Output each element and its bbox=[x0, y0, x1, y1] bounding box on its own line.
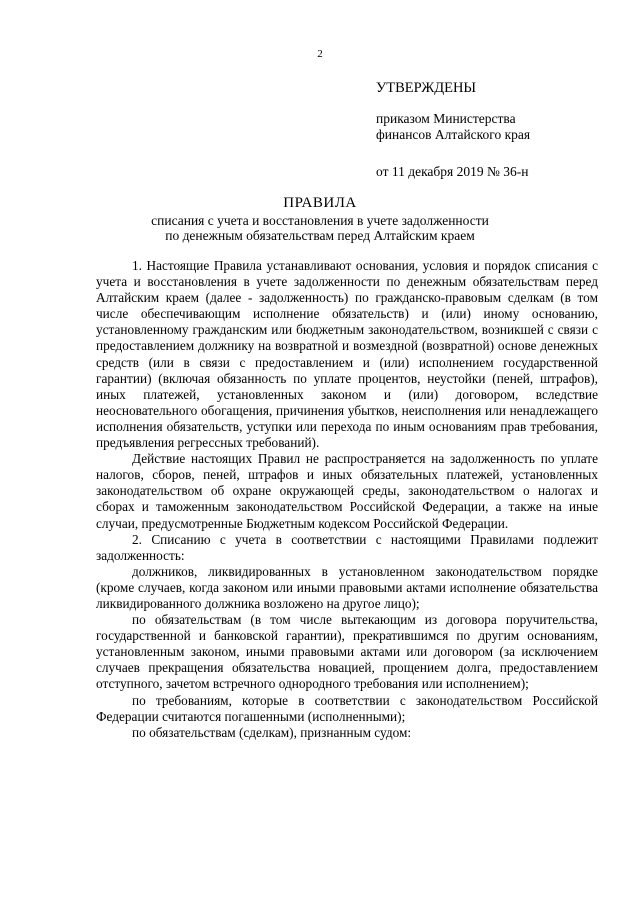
paragraph-1: 1. Настоящие Правила устанавливают основания, условия и порядок списания с учета и восстановления в учете задолженности по денежным обязательствам перед Алтайским краем (далее - задолженность) по гражданско-правовым сделкам (в том числе обеспечивающим исполнение обязательств) и (или) иному основанию, установленному гражданским или бюджетным законодательством, возникшей с связи с предоставлением должнику на возвратной и возмездной (возвратной) основе денежных средств (или в связи с предоставлением и (или) исполнением государственной гарантии) (включая обязанность по уплате процентов, неустойки (пеней, штрафов), иных платежей, установленных законом и (или) договором, вследствие неосновательного обогащения, причинения убытков, неисполнения или ненадлежащего исполнения обязательств, уступки или перехода по иным основаниям прав требования, предъявления регрессных требований). bbox=[96, 258, 598, 451]
approved-title: УТВЕРЖДЕНЫ bbox=[376, 80, 477, 96]
paragraph-5: по обязательствам (в том числе вытекающим из договора поручительства, государственной и банковской гарантии), прекратившимся по другим основаниям, установленным законом, иными правовыми актами или договором (за исключением случаев прекращения обязательства новацией, прощением долга, предоставлением отступного, зачетом встречного однородного требования или исполнением); bbox=[96, 612, 598, 692]
page-number: 2 bbox=[317, 48, 323, 60]
paragraph-7: по обязательствам (сделкам), признанным судом: bbox=[132, 724, 412, 740]
document-body bbox=[96, 258, 598, 741]
approval-order-line: приказом Министерства bbox=[376, 111, 516, 126]
document-heading bbox=[0, 195, 640, 243]
approval-order-line: финансов Алтайского края bbox=[376, 127, 531, 142]
document-subtitle: по денежным обязательствам перед Алтайским краем bbox=[165, 228, 475, 243]
paragraph-3: 2. Списанию с учета в соответствии с настоящими Правилами подлежит задолженность: bbox=[96, 531, 598, 563]
document-subtitle: списания с учета и восстановления в учете задолженности bbox=[151, 213, 489, 228]
document-title: ПРАВИЛА bbox=[283, 195, 357, 211]
paragraph-6: по требованиям, которые в соответствии с законодательством Российской Федерации считаются погашенными (исполненными); bbox=[96, 692, 598, 724]
approval-block bbox=[376, 80, 626, 180]
paragraph-2: Действие настоящих Правил не распространяется на задолженность по уплате налогов, сборов, пеней, штрафов и иных обязательных платежей, установленных законодательством об охране окружающей среды, законодательством о налогах и сборах и таможенным законодательством Российской Федерации, а также на иные случаи, предусмотренные Бюджетным кодексом Российской Федерации. bbox=[96, 451, 598, 531]
paragraph-4: должников, ликвидированных в установленном законодательством порядке (кроме случаев, когда законом или иными правовыми актами исполнение обязательства ликвидированного должника возложено на другое лицо); bbox=[96, 563, 598, 611]
approval-date: от 11 декабря 2019 № 36-н bbox=[376, 164, 529, 179]
